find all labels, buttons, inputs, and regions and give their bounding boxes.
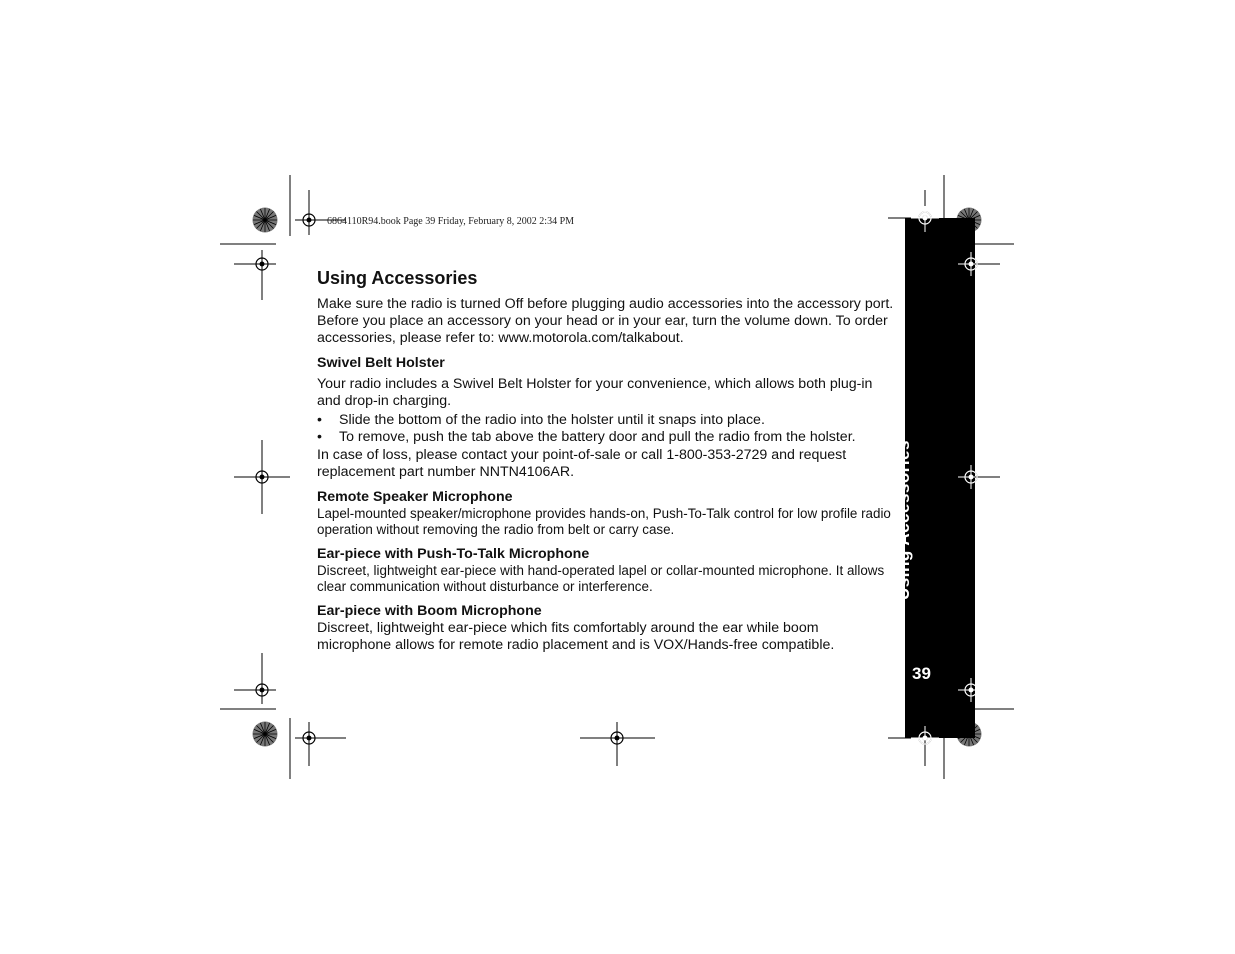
holster-heading: Swivel Belt Holster <box>317 355 445 371</box>
boom-earpiece-body: Discreet, lightweight ear-piece which fits comfortably around the ear while boom microphone allows for remote radio placement and is VOX/Hands-free compatible. <box>317 620 835 653</box>
list-item: • To remove, push the tab above the battery door and pull the radio from the holster. <box>317 429 856 445</box>
holster-bullet-list <box>317 412 895 446</box>
page-content <box>317 266 895 654</box>
loss-note: In case of loss, please contact your point-of-sale or call 1-800-353-2729 and request replacement part number NNTN4106AR. <box>317 447 847 480</box>
side-tab-label: Using Accessories <box>894 440 913 600</box>
ptt-earpiece-heading: Ear-piece with Push-To-Talk Microphone <box>317 546 590 562</box>
list-item: • Slide the bottom of the radio into the holster until it snaps into place. <box>317 412 765 428</box>
bullet-icon: • <box>317 429 322 445</box>
holster-body: Your radio includes a Swivel Belt Holster for your convenience, which allows both plug-in and drop-in charging. <box>317 376 873 409</box>
section-title: Using Accessories <box>317 268 478 288</box>
print-header: 6864110R94.book Page 39 Friday, February 8, 2002 2:34 PM <box>327 216 575 227</box>
ptt-earpiece-body: Discreet, lightweight ear-piece with hand-operated lapel or collar-mounted microphone. It allows clear communication without disturbance or interference. <box>317 563 885 594</box>
bullet-icon: • <box>317 412 322 428</box>
remote-mic-heading: Remote Speaker Microphone <box>317 489 513 505</box>
remote-mic-body: Lapel-mounted speaker/microphone provides hands-on, Push-To-Talk control for low profile radio operation without removing the radio from belt or carry case. <box>317 506 891 537</box>
boom-earpiece-heading: Ear-piece with Boom Microphone <box>317 603 542 619</box>
section-intro: Make sure the radio is turned Off before plugging audio accessories into the accessory port. Before you place an accessory on your head or in your ear, turn the volume down. To order accessories, please refer to: www.motorola.com/talkabout. <box>317 296 894 346</box>
page-number: 39 <box>912 664 931 683</box>
